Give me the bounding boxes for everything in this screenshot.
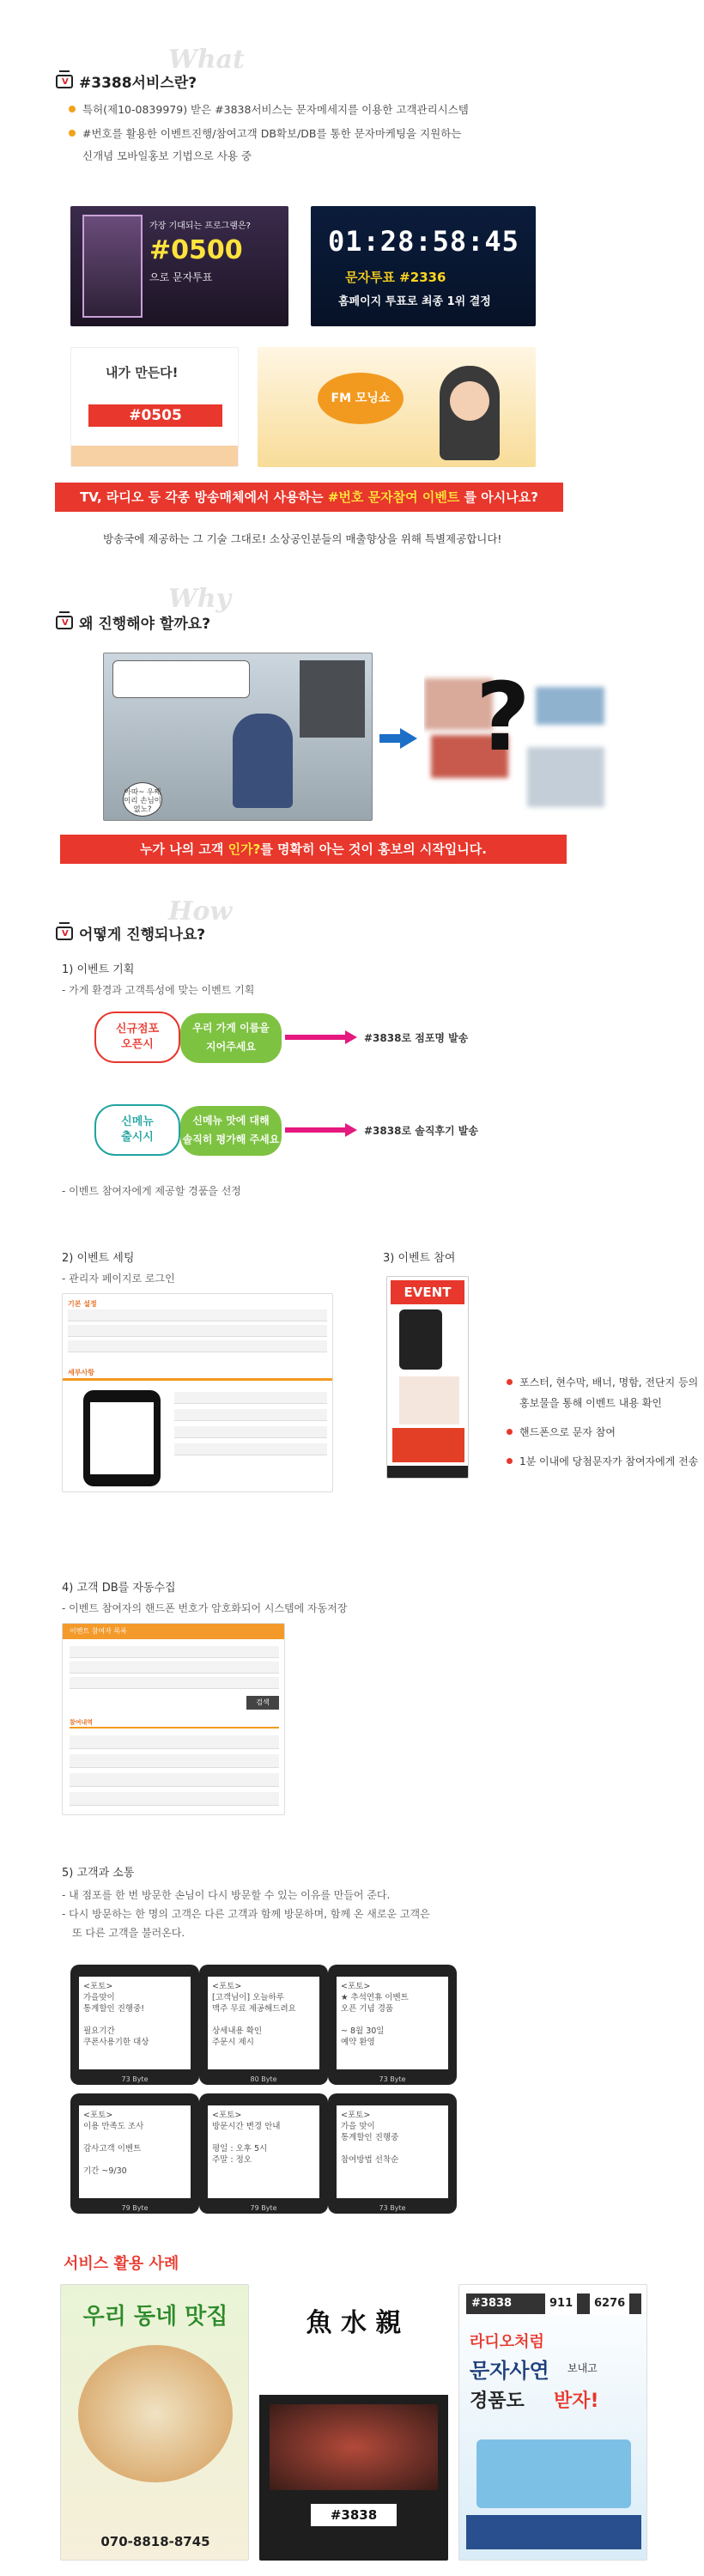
bullet-dot-icon xyxy=(69,106,76,112)
bullet-dot-icon xyxy=(507,1379,513,1385)
bullet-dot-icon xyxy=(507,1429,513,1435)
case-poster-restaurant: 우리 동네 맛집 070-8818-8745 xyxy=(60,2284,249,2561)
blurred-media-collage xyxy=(424,653,610,821)
tv-icon: V xyxy=(55,611,74,630)
search-button[interactable]: 검색 xyxy=(246,1696,279,1710)
question-mark-icon: ? xyxy=(476,662,531,772)
radio-show-screenshot: FM 모닝쇼 xyxy=(258,347,536,467)
sms-phone: <포토> 방문시간 변경 안내 평일 : 오후 5시 주말 : 정오 79 Byte xyxy=(199,2093,328,2214)
step-desc: - 다시 방문하는 한 명의 고객은 다른 고객과 함께 방문하며, 함께 온 새로운 고객은 xyxy=(62,1908,430,1920)
event-screenshot: 내가 만든다! #0505 xyxy=(70,347,239,467)
bullet-item: 특허(제10-0839979) 받은 #3838서비스는 문자메세지를 이용한 고객관리시스템 xyxy=(69,101,469,118)
sms-phone: <포토> 이용 만족도 조사 감사고객 이벤트 기간 ~9/30 79 Byte xyxy=(70,2093,199,2214)
case-label: 신규점포 오픈시 xyxy=(94,1012,180,1063)
comic-illustration: 아따~ 우째 이리 손님이 없노? xyxy=(103,653,373,821)
step-desc: - 내 점포를 한 번 방문한 손님이 다시 방문할 수 있는 이유를 만들어 준다. xyxy=(62,1889,391,1901)
step-heading: 5) 고객과 소통 xyxy=(62,1867,135,1880)
db-table-screenshot: 이벤트 참여자 목록 검색 참여내역 xyxy=(62,1623,285,1815)
bullet-item: 신개념 모바일홍보 기법으로 사용 중 xyxy=(82,149,252,162)
case-label: 신메뉴 출시시 xyxy=(94,1104,180,1156)
section-caption: 방송국에 제공하는 그 기술 그대로! 소상공인분들의 매출향상을 위해 특별제공합니다! xyxy=(103,532,502,545)
event-poster: EVENT xyxy=(386,1276,469,1479)
step-heading: 2) 이벤트 세팅 xyxy=(62,1252,135,1265)
bullet-item: #번호를 활용한 이벤트진행/참여고객 DB확보/DB를 통한 문자마케팅을 지원하는 xyxy=(69,125,461,143)
arrow-right-icon xyxy=(285,1123,357,1137)
watermark-what: What xyxy=(168,45,245,75)
step-desc: - 가게 환경과 고객특성에 맞는 이벤트 기획 xyxy=(62,984,255,996)
step-heading: 4) 고객 DB를 자동수집 xyxy=(62,1582,176,1595)
step3-item: 핸드폰으로 문자 참여 xyxy=(507,1424,616,1441)
bullet-dot-icon xyxy=(507,1458,513,1464)
step3-item: 1분 이내에 당첨문자가 참여자에게 전송 xyxy=(507,1453,698,1470)
section-title-cases: 서비스 활용 사례 xyxy=(64,2255,179,2273)
section-title-how: 어떻게 진행되나요? xyxy=(79,927,206,944)
step-desc: - 관리자 페이지로 로그인 xyxy=(62,1273,175,1285)
case-message: 신메뉴 맛에 대해 솔직히 평가해 주세요 xyxy=(180,1106,282,1156)
watermark-how: How xyxy=(168,896,233,927)
tv-radio-banner: TV, 라디오 등 각종 방송매체에서 사용하는 #번호 문자참여 이벤트 를 아시나요? xyxy=(55,483,563,512)
case-message: 우리 가게 이름을 지어주세요 xyxy=(180,1013,282,1063)
sms-phone: <포토> 가을맞이 통계할인 진행중! 필요기간 쿠폰사용기한 대상 73 Byte xyxy=(70,1965,199,2085)
arrow-right-icon xyxy=(285,1030,357,1044)
step-note: - 이벤트 참여자에게 제공할 경품을 선정 xyxy=(62,1185,241,1197)
step-heading: 1) 이벤트 기획 xyxy=(62,963,135,976)
case-poster-radio: #3838 911 6276 라디오처럼 문자사연 보내고 경품도 받자! xyxy=(458,2284,647,2561)
case-poster-seafood: 魚 水 親 #3838 xyxy=(259,2284,448,2561)
tv-icon: V xyxy=(55,70,74,89)
step-desc: - 이벤트 참여자의 핸드폰 번호가 암호화되어 시스템에 자동저장 xyxy=(62,1602,348,1614)
bullet-dot-icon xyxy=(69,130,76,137)
sms-phone: <포토> ★ 추석연휴 이벤트 오픈 기념 경품 ~ 8월 30일 예약 환영 73 Byte xyxy=(328,1965,457,2085)
case-result: #3838로 솔직후기 발송 xyxy=(364,1125,478,1137)
sms-phone: <포토> [고객님이] 오늘하루 맥주 무료 제공해드려요 상세내용 확인 주문시 제시 80 Byte xyxy=(199,1965,328,2085)
broadcast-screenshot: 가장 기대되는 프로그램은? #0500 으로 문자투표 xyxy=(70,206,288,326)
countdown-screenshot: 01:28:58:45 문자투표 #2336 홈페이지 투표로 최종 1위 결정 xyxy=(311,206,536,326)
step-heading: 3) 이벤트 참여 xyxy=(383,1252,456,1265)
admin-settings-screenshot: 기본 설정 세부사항 xyxy=(62,1293,333,1492)
step-desc: 또 다른 고객을 불러온다. xyxy=(72,1927,185,1939)
arrow-right-icon xyxy=(379,728,417,749)
section-title-why: 왜 진행해야 할까요? xyxy=(79,616,211,633)
watermark-why: Why xyxy=(168,584,231,614)
step3-item: 포스터, 현수막, 배너, 명함, 전단지 등의 xyxy=(507,1374,698,1391)
sms-phone: <포토> 가을 맞이 통계할인 진행중 참여방법 선착순 73 Byte xyxy=(328,2093,457,2214)
tv-icon: V xyxy=(55,922,74,941)
customer-banner: 누가 나의 고객 인가?를 명확히 아는 것이 홍보의 시작입니다. xyxy=(60,835,567,864)
section-title-what: #3388서비스란? xyxy=(79,75,197,92)
case-result: #3838로 점포명 발송 xyxy=(364,1032,469,1044)
step3-item: 홍보물을 통해 이벤트 내용 확인 xyxy=(519,1397,662,1409)
